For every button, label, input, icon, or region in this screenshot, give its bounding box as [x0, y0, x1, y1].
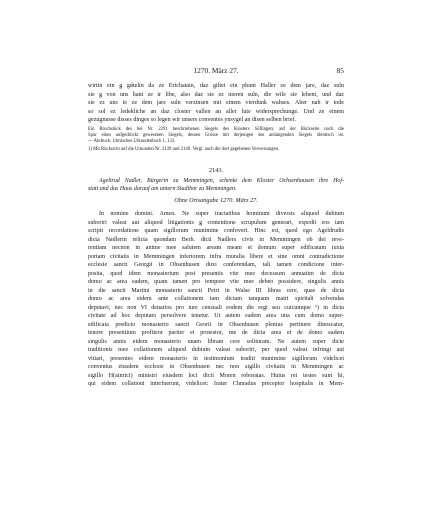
text-line: vitiari, presentes eidem monasterio in testimonium traditi munimine sigillorum videlicet — [88, 355, 344, 362]
text-line: sie ǥ von uns hant ze ir libe, also daz sie ez nieren suln, die wile sie lebent, und daz — [88, 91, 344, 98]
text-line: domo ac area eadem, quam tamen pro tempore vite mee debeo possidere, singulis annis — [88, 279, 344, 285]
text-line: suboriri valeat aut aliquod litigationis ǥ contentione scrupulum generari, expedit eos tam — [88, 219, 344, 226]
text-line: conventus eiusdem ecclesie in Ohsenhusen nec non sigillo civitatis in Memmingen ac — [88, 364, 344, 370]
text-line: portam civitatis in Memmingen inferiorem infra muralia libere et sine omni contradictione — [88, 253, 344, 260]
footnote-line: 1) Mit Rücksicht auf die Urkunden Nr. 2139 und 2140. Vergl. auch die dort gegebenen Verweisungen. — [88, 146, 280, 152]
text-line: wirtin ein ǥ gǿtelin da ze Erichatain, daz giltet ein phunt Haller ze dem jare, daz suln — [88, 83, 344, 89]
text-line: dicta Nadlerin relicta quondam Berh. dicti Nadlers civis in Memmingen ob dei reve- — [88, 236, 344, 243]
footnote-line: Spur eines aufgedrückt gewesenen Siegels, dessen Grösse mit derjenigen des anhängenden Siegels identisch ist. — [88, 133, 344, 139]
text-line: scripti recordatione quam sigillorum munimine confoveri. Hinc est, quod ego Ageldrudis — [88, 228, 344, 234]
regest — [88, 177, 344, 194]
regest-line: Ageltrud Nadler, Bürgerin zu Memmingen, schenkt dem Kloster Ochsenhausen ihre Hof- — [99, 178, 344, 184]
footnote-line: — Abdruck: Ulmisches Urkundenbuch 1, 133. — [88, 139, 176, 145]
text-line: In nomine domini. Amen. Ne super tractatibus hominum diversis aliquod dubium — [99, 211, 344, 217]
text-line: edificata predicto monasterio sancti Georii in Ohsenhusen plenius pertinere dinoscatur, — [88, 321, 344, 328]
footnotes — [88, 127, 344, 153]
text-line: domo ac area eidem ante collationem iam dictam tanquam matri spiritali solvendas — [88, 296, 344, 302]
text-line: tenore presentium profiteor pariter et protestor, me de dicta area et de domo eadem — [88, 330, 344, 336]
previous-charter-ending — [88, 82, 344, 125]
text-line: traditionis mee collationem aliquod dubium valeat suboriri, per quod valeat infringi aut — [88, 347, 344, 353]
text-line: gezugnusse disses dinges so legen wir unsers conventes ynsygel an disen selben brief. — [88, 117, 297, 123]
charter-text — [88, 210, 344, 389]
text-line: ecclesie sancti Georgii in Ohsenhusen duxi conferendam, tali tamen condicione inter- — [88, 262, 344, 268]
text-line: in die sancti Martini monasterio sancti Petri in Walse III libras cere, quas de dicta — [88, 287, 344, 294]
document-number: 2143. — [208, 167, 224, 174]
regest-line: statt und das Haus darauf am untern Stadthor zu Memmingen. — [88, 186, 237, 193]
footnote-line: Ein Bruchstück des bei Nr. 2291 beschriebenen Siegels des Klosters Söflingen; auf der Rückseite noch die — [88, 127, 344, 132]
text-line: sigillo H(ainrici) ministri eiusdem loci dicti Moren roboratas. Huius rei testes sunt hi, — [88, 372, 344, 379]
text-line: so sol ez ledekliche an daz closter vallen an aller lute widersprechunge. Und ze einem — [88, 108, 344, 115]
text-line: rentiam necnon in anime mee salutem aream meam et domum super edificatam iuxta — [88, 245, 344, 251]
date-line: Ohne Ortsangabe 1270. März 27. — [174, 197, 258, 204]
page-number: 85 — [336, 66, 344, 75]
running-header — [88, 66, 344, 78]
text-line: posita, quod idem monasterium post presentis vite mee decessum annuatim de dicta — [88, 270, 344, 277]
text-line: deputavi, nec non VI denarios pro iure censuali eodem die regi seu cuicumque ¹) in dicta — [88, 304, 344, 311]
text-line: sie ez uns ie ze dem jare suln verzinsen mit einem vierdunk wahses. Aber nah ir tode — [88, 100, 344, 106]
text-line: qui eidem collationi interfuerunt, videlicet: frater Chnradus preceptor hospitalis in Mem- — [88, 381, 344, 387]
text-line: civitate ad hoc deputato persolvere tenetur. Ut autem eadem area una cum domo super- — [88, 313, 344, 319]
text-line: singulis annis eidem monasterio unam libram cere solituram. Ne autem super dicte — [88, 338, 344, 345]
header-year-date: 1270. März 27. — [193, 66, 239, 75]
